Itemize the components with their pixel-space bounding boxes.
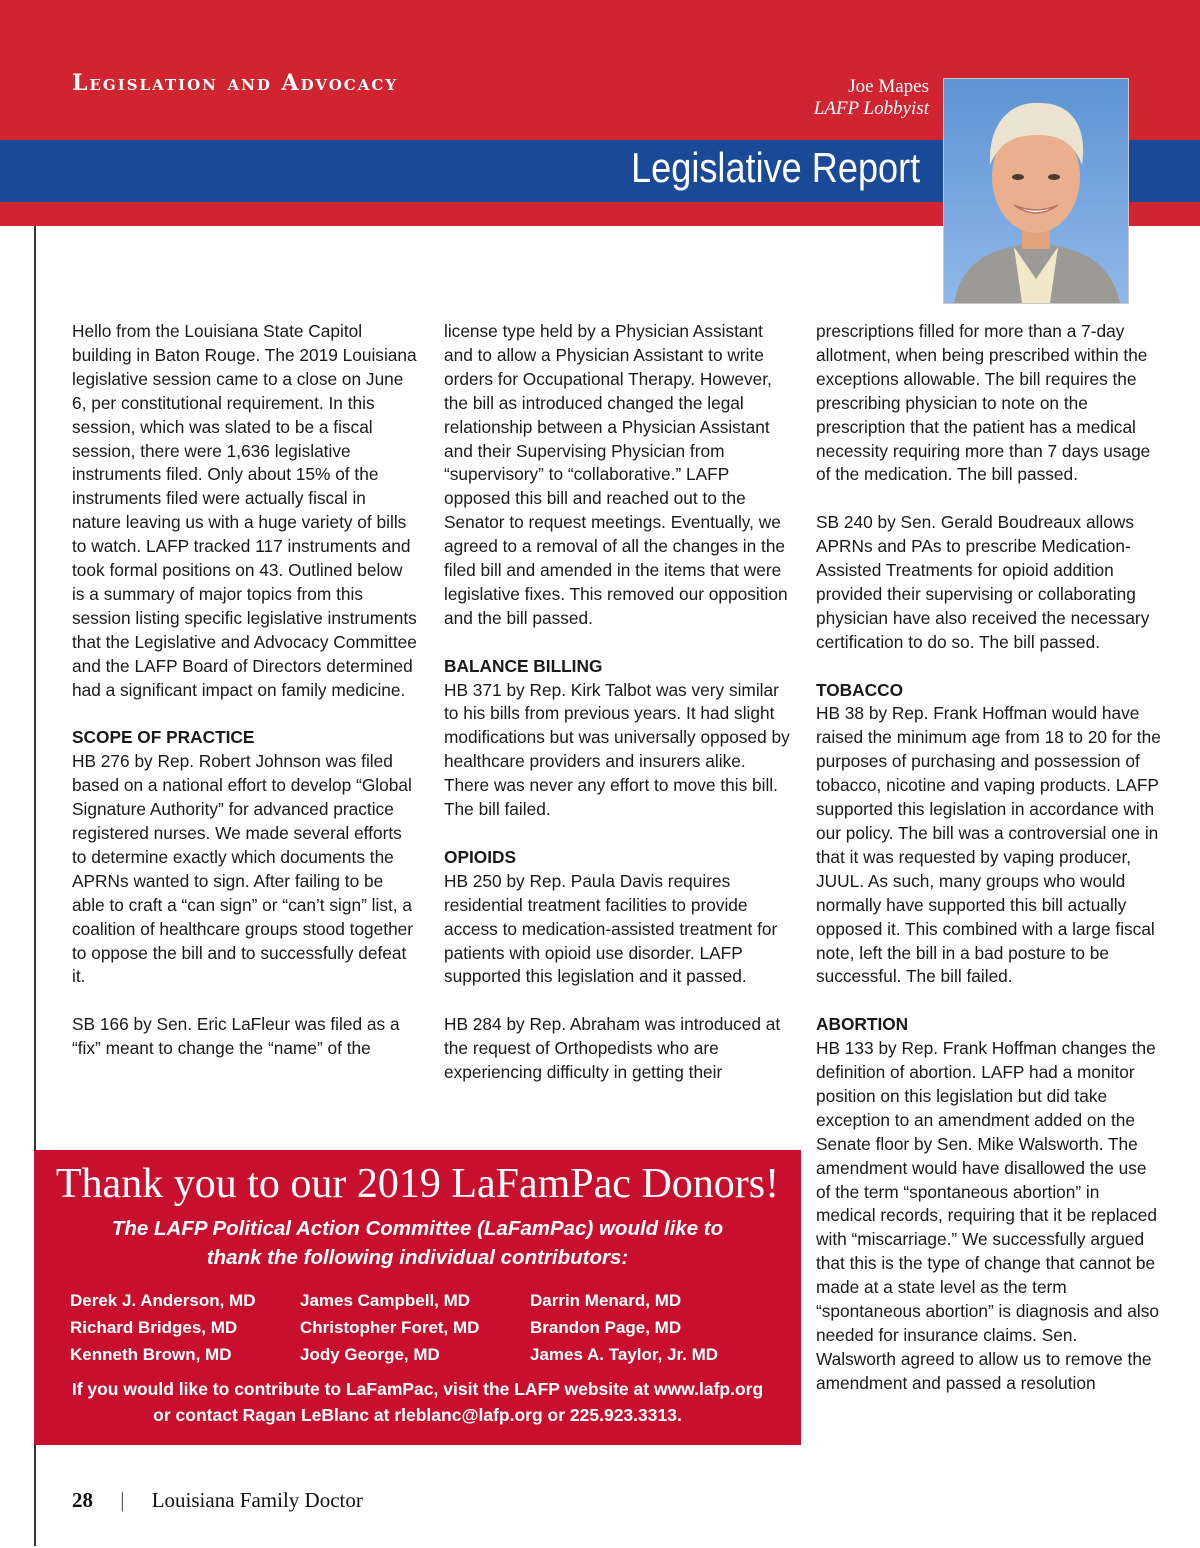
donor-name: Jody George, MD: [300, 1345, 440, 1364]
sb240-paragraph: SB 240 by Sen. Gerald Boudreaux allows APRNs and PAs to prescribe Medication-Assisted Treatments for opioid addition provided their supervising or collaborating physician have also received the necessary certification to do so. The bill passed.: [816, 512, 1150, 652]
donor-name: Darrin Menard, MD: [530, 1291, 682, 1310]
intro-paragraph: Hello from the Louisiana State Capitol building in Baton Rouge. The 2019 Louisiana legislative session came to a close on June 6, per constitutional requirement. In this session, which was slated to be a fiscal session, there were 1,636 legislative instruments filed. Only about 15% of the instruments filed were actually fiscal in nature leaving us with a huge variety of bills to watch. LAFP tracked 117 instruments and took formal positions on 43. Outlined below is a summary of major topics from this session listing specific legislative instruments that the Legislative and Advocacy Committee and the LAFP Board of Directors determined had a significant impact on family medicine.: [72, 321, 417, 700]
hb38-paragraph: HB 38 by Rep. Frank Hoffman would have raised the minimum age from 18 to 20 for the purposes of purchasing and possession of tobacco, nicotine and vaping products. LAFP supported this legislation in accordance with our policy. The bill was a controversial one in that it was requested by vaping producer, JUUL. As such, many groups who would normally have supported this bill actually opposed it. This combined with a large fiscal note, left the bill in a bad posture to be successful. The bill failed.: [816, 703, 1161, 987]
author-photo: [943, 78, 1129, 304]
donor-intro-line-1: The LAFP Political Action Committee (LaFamPac) would like to: [111, 1217, 724, 1240]
hb284-paragraph-end: prescriptions filled for more than a 7-day allotment, when being prescribed within the exceptions allowable. The bill requires the prescribing physician to note on the prescription that the patient has a medical necessity requiring more than 7 days usage of the medication. The bill passed.: [816, 321, 1151, 485]
donor-column-2: [300, 1287, 479, 1368]
donor-name: Brandon Page, MD: [530, 1318, 682, 1337]
donor-column-3: [530, 1287, 718, 1368]
donor-box: [34, 1150, 801, 1445]
article-column-2: [444, 320, 794, 1109]
donor-name: Kenneth Brown, MD: [70, 1345, 232, 1364]
sb166-paragraph-start: SB 166 by Sen. Eric LaFleur was filed as a “fix” meant to change the “name” of the: [72, 1014, 400, 1059]
portrait-illustration: [944, 79, 1128, 303]
publication-name: Louisiana Family Doctor: [151, 1488, 363, 1512]
opioids-heading: OPIOIDS: [444, 846, 517, 867]
donor-name: Richard Bridges, MD: [70, 1318, 238, 1337]
sb166-paragraph-end: license type held by a Physician Assistant and to allow a Physician Assistant to write orders for Occupational Therapy. However, the bill as introduced changed the legal relationship between a Physician Assistant and their Supervising Physician from “supervisory” to “collaborative.” LAFP opposed this bill and reached out to the Senator to request meetings. Eventually, we agreed to a removal of all the changes in the filed bill and amended in the items that were legislative fixes. This removed our opposition and the bill passed.: [444, 321, 788, 628]
footer-separator: |: [120, 1488, 125, 1512]
hb250-paragraph: HB 250 by Rep. Paula Davis requires residential treatment facilities to provide access to medication-assisted treatment for patients with opioid use disorder. LAFP supported this legislation and it passed.: [444, 870, 778, 987]
abortion-heading: ABORTION: [816, 1014, 909, 1035]
donor-contact: [34, 1376, 801, 1428]
donor-name: Christopher Foret, MD: [300, 1318, 480, 1337]
hb284-paragraph-start: HB 284 by Rep. Abraham was introduced at the request of Orthopedists who are experiencing difficulty in getting their: [444, 1014, 781, 1083]
donor-headline: Thank you to our 2019 LaFamPac Donors!: [55, 1161, 780, 1207]
donor-name: James Campbell, MD: [300, 1291, 471, 1310]
hb276-paragraph: HB 276 by Rep. Robert Johnson was filed based on a national effort to develop “Global Signature Authority” for advanced practice registered nurses. We made several efforts to determine exactly which documents the APRNs wanted to sign. After failing to be able to craft a “can sign” or “can’t sign” list, a coalition of healthcare groups stood together to oppose the bill and to successfully defeat it.: [72, 751, 414, 987]
donor-intro-line-2: thank the following individual contributors:: [206, 1246, 629, 1269]
hb133-paragraph: HB 133 by Rep. Frank Hoffman changes the definition of abortion. LAFP had a monitor position on this legislation but did take exception to an amendment added on the Senate floor by Sen. Mike Walsworth. The amendment would have disallowed the use of the term “spontaneous abortion” in medical records, requiring that it be replaced with “miscarriage.” We successfully argued that this is the type of change that cannot be made at a state level as the term “spontaneous abortion” is diagnosis and also needed for insurance claims. Sen. Walsworth agreed to allow us to remove the amendment and passed a resolution: [816, 1038, 1159, 1393]
balance-billing-heading: BALANCE BILLING: [444, 655, 603, 676]
page-footer: [72, 1488, 363, 1513]
article-column-1: [72, 320, 417, 1085]
scope-of-practice-heading: SCOPE OF PRACTICE: [72, 727, 255, 748]
report-title: Legislative Report: [630, 144, 920, 191]
hb371-paragraph: HB 371 by Rep. Kirk Talbot was very similar to his bills from previous years. It had slight modifications but was universally opposed by healthcare providers and insurers alike. There was never any effort to move this bill. The bill failed.: [444, 679, 790, 820]
donor-name: Derek J. Anderson, MD: [70, 1291, 256, 1310]
tobacco-heading: TOBACCO: [816, 679, 904, 700]
donor-contact-line-2: or contact Ragan LeBlanc at rleblanc@lafp.org or 225.923.3313.: [153, 1405, 682, 1425]
author-title: LAFP Lobbyist: [813, 98, 929, 119]
donor-intro: [34, 1214, 801, 1272]
page-number: 28: [72, 1488, 93, 1512]
article-column-3: [816, 320, 1161, 1420]
donor-column-1: [70, 1287, 255, 1368]
section-label: Legislation and Advocacy: [72, 70, 399, 96]
author-name: Joe Mapes: [848, 76, 929, 97]
donor-contact-line-1: If you would like to contribute to LaFamPac, visit the LAFP website at www.lafp.org: [71, 1379, 764, 1399]
donor-name: James A. Taylor, Jr. MD: [530, 1345, 719, 1364]
